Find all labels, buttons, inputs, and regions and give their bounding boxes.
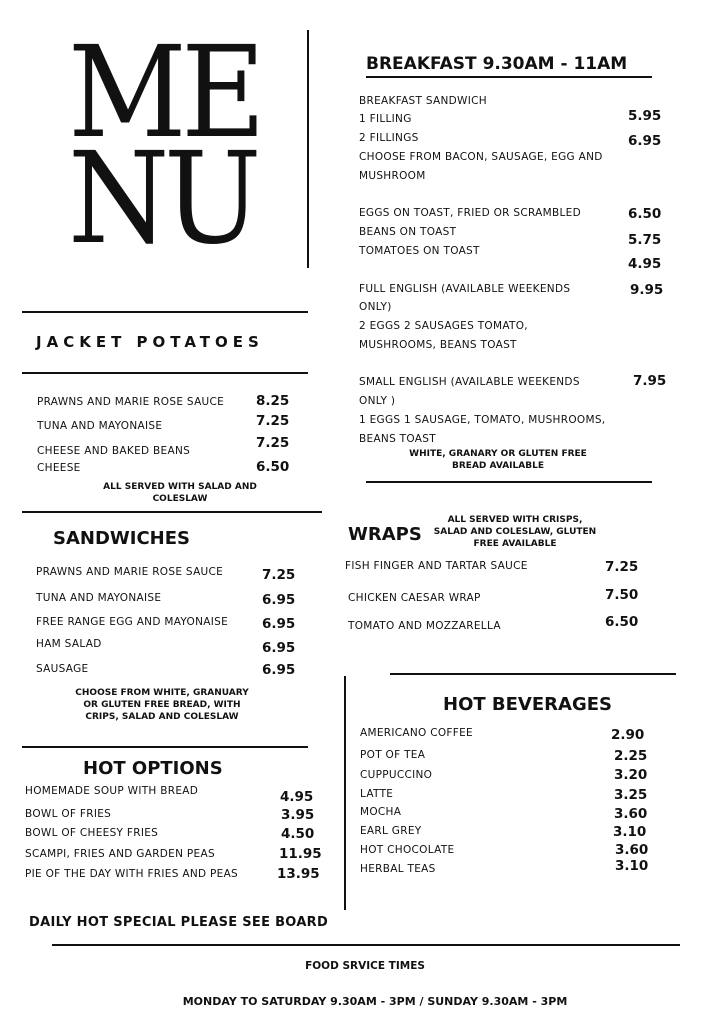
menu-item-price: 3.20 — [614, 767, 648, 783]
menu-item-price: 3.25 — [614, 787, 648, 803]
wraps-title: WRAPS — [348, 524, 422, 545]
menu-item-price: 5.95 — [628, 108, 662, 124]
menu-item-price: 6.50 — [605, 614, 639, 630]
service-times: MONDAY TO SATURDAY 9.30AM - 3PM / SUNDAY 9.30AM - 3PM — [182, 995, 568, 1008]
menu-item-name: CUPPUCCINO — [360, 769, 433, 781]
menu-item-price: 7.25 — [262, 567, 296, 583]
divider — [344, 676, 346, 910]
menu-item-price: 9.95 — [630, 282, 664, 298]
menu-item-price: 3.10 — [613, 824, 647, 840]
breakfast-note: WHITE, GRANARY OR GLUTEN FREE BREAD AVAILABLE — [409, 449, 587, 471]
divider — [366, 481, 652, 483]
menu-item-name: SCAMPI, FRIES AND GARDEN PEAS — [25, 848, 215, 860]
divider — [366, 76, 652, 78]
menu-item-price: 11.95 — [279, 846, 322, 862]
menu-item-price: 7.25 — [256, 435, 290, 451]
menu-logo-line1: ME — [68, 19, 261, 166]
menu-item-name: PRAWNS AND MARIE ROSE SAUCE — [37, 396, 225, 408]
divider — [22, 511, 322, 513]
sandwiches-note: CHOOSE FROM WHITE, GRANUARY OR GLUTEN FREE BREAD, WITH CRIPS, SALAD AND COLESLAW — [75, 688, 249, 722]
menu-item-text: 1 FILLING — [359, 113, 412, 125]
menu-item-name: POT OF TEA — [360, 749, 426, 761]
menu-item-name: CHICKEN CAESAR WRAP — [348, 592, 481, 604]
menu-item-name: TOMATO AND MOZZARELLA — [348, 620, 501, 632]
menu-item-price: 2.25 — [614, 748, 648, 764]
jacket-note: ALL SERVED WITH SALAD AND COLESLAW — [103, 482, 257, 504]
menu-item-name: CHEESE — [37, 462, 81, 474]
menu-item-name: BOWL OF CHEESY FRIES — [25, 827, 159, 839]
menu-item-price: 4.95 — [628, 256, 662, 272]
menu-item-name: TUNA AND MAYONAISE — [36, 592, 162, 604]
sandwiches-title: SANDWICHES — [53, 528, 190, 549]
menu-item-price: 4.50 — [281, 826, 315, 842]
menu-item-price: 7.50 — [605, 587, 639, 603]
menu-item-text: BEANS ON TOAST — [359, 226, 457, 238]
menu-item-text: ONLY ) — [359, 395, 396, 407]
menu-item-price: 6.95 — [262, 592, 296, 608]
menu-item-name: CHEESE AND BAKED BEANS — [37, 445, 191, 457]
menu-item-price: 3.10 — [615, 858, 649, 874]
menu-item-text: BEANS TOAST — [359, 433, 436, 445]
wraps-note: ALL SERVED WITH CRISPS, SALAD AND COLESLAW, GLUTEN FREE AVAILABLE — [433, 515, 597, 549]
menu-item-price: 7.25 — [605, 559, 639, 575]
menu-item-price: 7.95 — [633, 373, 667, 389]
divider — [22, 746, 308, 748]
menu-item-price: 6.95 — [262, 616, 296, 632]
menu-item-name: EARL GREY — [360, 825, 422, 837]
menu-item-name: AMERICANO COFFEE — [360, 727, 473, 739]
jacket-title: JACKET POTATOES — [36, 333, 264, 351]
menu-item-text: FULL ENGLISH (AVAILABLE WEEKENDS — [359, 283, 571, 295]
menu-item-text: MUSHROOM — [359, 170, 426, 182]
service-times-title: FOOD SRVICE TIMES — [305, 960, 425, 972]
menu-item-price: 5.75 — [628, 232, 662, 248]
menu-item-price: 6.95 — [262, 640, 296, 656]
menu-item-name: PIE OF THE DAY WITH FRIES AND PEAS — [25, 868, 239, 880]
menu-item-price: 6.50 — [628, 206, 662, 222]
menu-item-text: CHOOSE FROM BACON, SAUSAGE, EGG AND — [359, 151, 603, 163]
menu-item-text: 2 EGGS 2 SAUSAGES TOMATO, — [359, 320, 528, 332]
beverages-title: HOT BEVERAGES — [443, 694, 612, 715]
menu-item-name: PRAWNS AND MARIE ROSE SAUCE — [36, 566, 224, 578]
daily-special: DAILY HOT SPECIAL PLEASE SEE BOARD — [29, 915, 329, 930]
menu-item-name: HAM SALAD — [36, 638, 102, 650]
menu-item-name: LATTE — [360, 788, 394, 800]
breakfast-title: BREAKFAST 9.30AM - 11AM — [366, 54, 628, 74]
menu-item-text: EGGS ON TOAST, FRIED OR SCRAMBLED — [359, 207, 581, 219]
divider — [22, 311, 308, 313]
menu-item-text: SMALL ENGLISH (AVAILABLE WEEKENDS — [359, 376, 580, 388]
menu-item-price: 13.95 — [277, 866, 320, 882]
menu-item-text: BREAKFAST SANDWICH — [359, 95, 487, 107]
menu-item-name: SAUSAGE — [36, 663, 89, 675]
divider — [390, 673, 676, 675]
menu-item-price: 2.90 — [611, 727, 645, 743]
menu-item-text: TOMATOES ON TOAST — [359, 245, 480, 257]
hot-options-title: HOT OPTIONS — [83, 758, 223, 779]
divider — [52, 944, 680, 946]
menu-item-price: 8.25 — [256, 393, 290, 409]
menu-item-price: 6.95 — [262, 662, 296, 678]
menu-item-price: 7.25 — [256, 413, 290, 429]
menu-item-price: 3.60 — [614, 806, 648, 822]
menu-logo-line2: NU — [68, 125, 257, 272]
menu-item-price: 4.95 — [280, 789, 314, 805]
menu-item-price: 3.95 — [281, 807, 315, 823]
menu-item-text: 1 EGGS 1 SAUSAGE, TOMATO, MUSHROOMS, — [359, 414, 606, 426]
menu-item-name: TUNA AND MAYONAISE — [37, 420, 163, 432]
menu-item-name: HOMEMADE SOUP WITH BREAD — [25, 785, 199, 797]
menu-item-name: MOCHA — [360, 806, 402, 818]
menu-item-text: ONLY) — [359, 301, 392, 313]
menu-item-price: 3.60 — [615, 842, 649, 858]
menu-item-name: BOWL OF FRIES — [25, 808, 112, 820]
menu-item-name: FREE RANGE EGG AND MAYONAISE — [36, 616, 229, 628]
menu-item-name: HOT CHOCOLATE — [360, 844, 455, 856]
divider — [307, 30, 309, 268]
menu-item-name: FISH FINGER AND TARTAR SAUCE — [345, 560, 528, 572]
divider — [22, 372, 308, 374]
menu-item-text: 2 FILLINGS — [359, 132, 419, 144]
menu-item-name: HERBAL TEAS — [360, 863, 436, 875]
menu-item-text: MUSHROOMS, BEANS TOAST — [359, 339, 517, 351]
menu-item-price: 6.95 — [628, 133, 662, 149]
menu-item-price: 6.50 — [256, 459, 290, 475]
